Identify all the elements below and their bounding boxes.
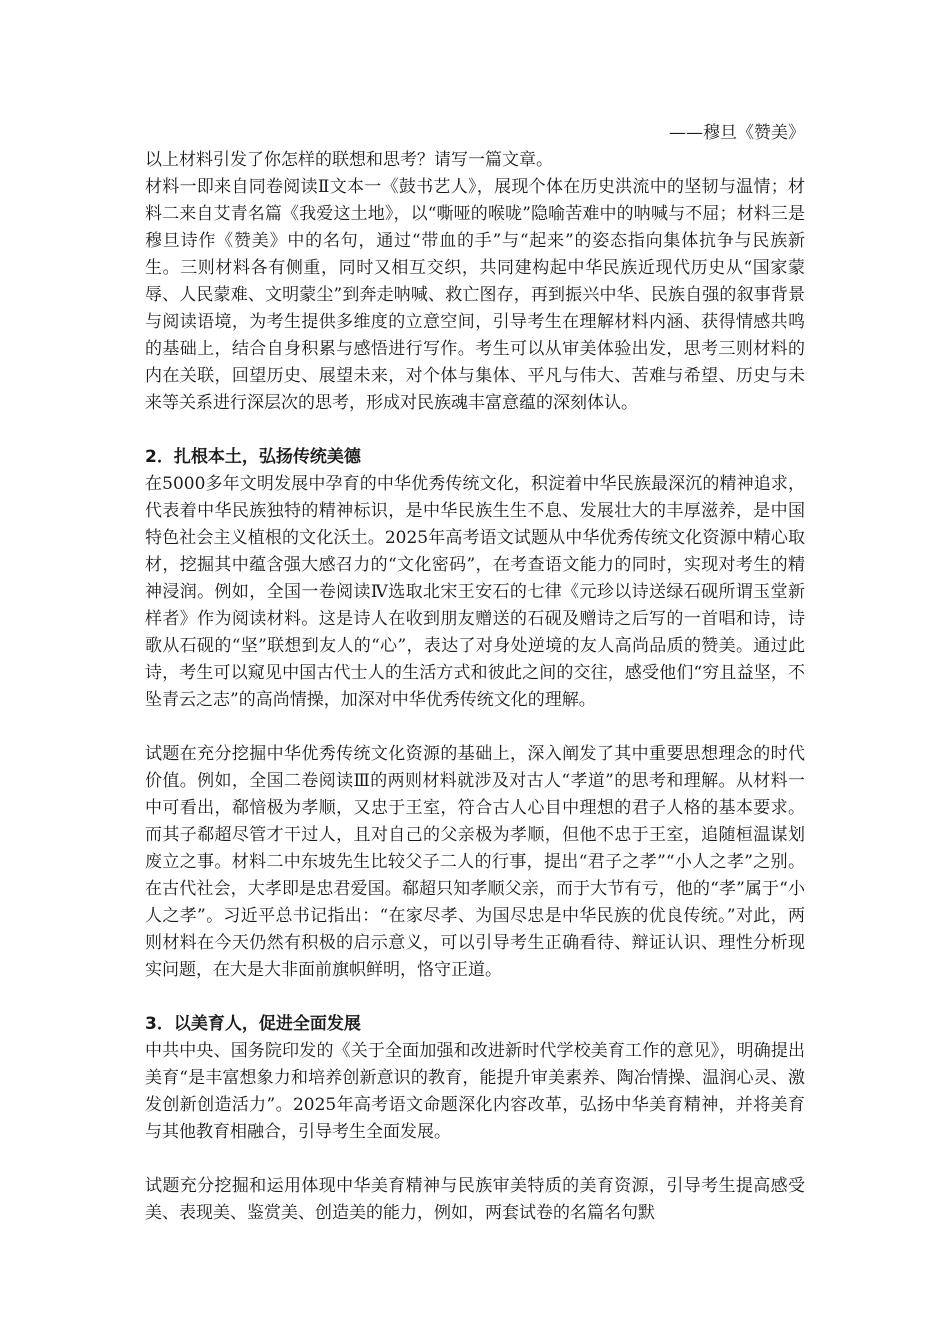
spacer (145, 714, 805, 741)
paragraph-2b: 试题在充分挖掘中华优秀传统文化资源的基础上，深入阐发了其中重要思想理念的时代价值。例如，全国二卷阅读Ⅲ的两则材料就涉及对古人“孝道”的思考和理解。从材料一中可看出，郗愔极为孝顺，又忠于王室，符合古人心目中理想的君子人格的基本要求。而其子郗超尽管才干过人，且对自己的父亲极为孝顺，但他不忠于王室，追随桓温谋划废立之事。材料二中东坡先生比较父子二人的行事，提出“君子之孝”“小人之孝”之别。在古代社会，大孝即是忠君爱国。郗超只知孝顺父亲，而于大节有亏，他的“孝”属于“小人之孝”。习近平总书记指出：“在家尽孝、为国尽忠是中华民族的优良传统。”对此，两则材料在今天仍然有积极的启示意义，可以引导考生正确看待、辩证认识、理性分析现实问题，在大是大非面前旗帜鲜明，恪守正道。 (145, 744, 805, 980)
quote-attribution: ——穆旦《赞美》 (669, 123, 805, 143)
document-page (145, 120, 805, 1227)
spacer (145, 1146, 805, 1173)
paragraph-materials: 材料一即来自同卷阅读Ⅱ文本一《鼓书艺人》，展现个体在历史洪流中的坚韧与温情；材料二来自艾青名篇《我爱这土地》，以“嘶哑的喉咙”隐喻苦难中的呐喊与不屈；材料三是穆旦诗作《赞美》中的名句，通过“带血的手”与“起来”的姿态指向集体抗争与民族新生。三则材料各有侧重，同时又相互交织，共同建构起中华民族近现代历史从“国家蒙辱、人民蒙难、文明蒙尘”到奔走呐喊、救亡图存，再到振兴中华、民族自强的叙事背景与阅读语境，为考生提供多维度的立意空间，引导考生在理解材料内涵、获得情感共鸣的基础上，结合自身积累与感悟进行写作。考生可以从审美体验出发，思考三则材料的内在关联，回望历史、展望未来，对个体与集体、平凡与伟大、苦难与希望、历史与未来等关系进行深层次的思考，形成对民族魂丰富意蕴的深刻体认。 (145, 177, 805, 413)
section-heading-3: 3．以美育人，促进全面发展 (145, 1014, 361, 1034)
paragraph-2a: 在5000多年文明发展中孕育的中华优秀传统文化，积淀着中华民族最深沉的精神追求，代表着中华民族独特的精神标识，是中华民族生生不息、发展壮大的丰厚滋养，是中国特色社会主义植根的文化沃土。2025年高考语文试题从中华优秀传统文化资源中精心取材，挖掘其中蕴含强大感召力的“文化密码”，在考查语文能力的同时，实现对考生的精神浸润。例如，全国一卷阅读Ⅳ选取北宋王安石的七律《元珍以诗送绿石砚所谓玉堂新样者》作为阅读材料。这是诗人在收到朋友赠送的石砚及赠诗之后写的一首唱和诗，诗歌从石砚的“坚”联想到友人的“心”，表达了对身处逆境的友人高尚品质的赞美。通过此诗，考生可以窥见中国古代士人的生活方式和彼此之间的交往，感受他们“穷且益坚，不坠青云之志”的高尚情操，加深对中华优秀传统文化的理解。 (145, 474, 805, 710)
paragraph-3a: 中共中央、国务院印发的《关于全面加强和改进新时代学校美育工作的意见》，明确提出美育“是丰富想象力和培养创新意识的教育，能提升审美素养、陶冶情操、温润心灵、激发创新创造活力”。2025年高考语文命题深化内容改革，弘扬中华美育精神，并将美育与其他教育相融合，引导考生全面发展。 (145, 1041, 805, 1142)
paragraph-3b: 试题充分挖掘和运用体现中华美育精神与民族审美特质的美育资源，引导考生提高感受美、表现美、鉴赏美、创造美的能力，例如，两套试卷的名篇名句默 (145, 1176, 805, 1223)
spacer (145, 417, 805, 444)
spacer (145, 984, 805, 1011)
section-heading-2: 2．扎根本土，弘扬传统美德 (145, 447, 361, 467)
writing-prompt: 以上材料引发了你怎样的联想和思考？请写一篇文章。 (145, 150, 553, 170)
